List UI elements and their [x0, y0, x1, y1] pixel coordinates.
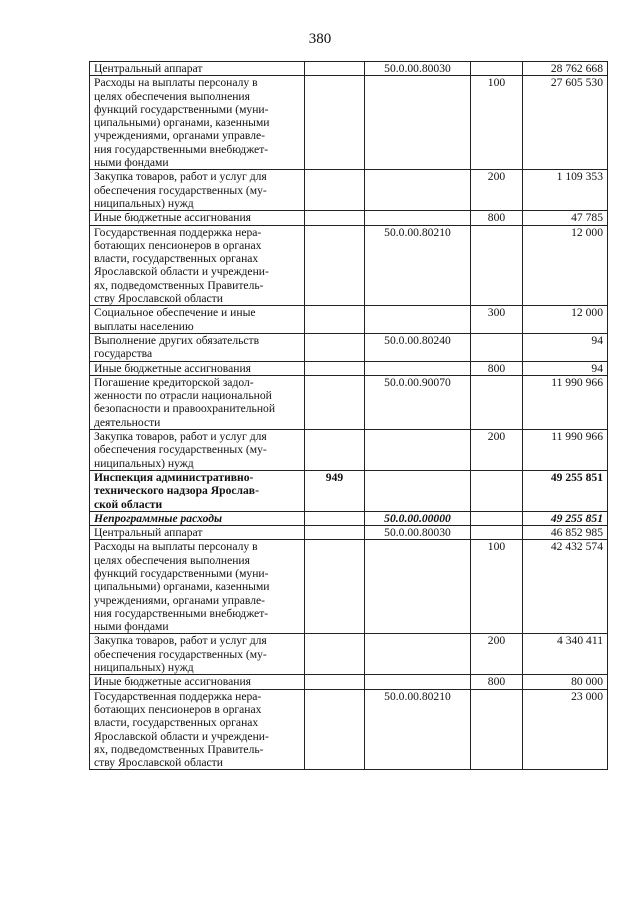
row-department-code	[305, 430, 365, 471]
table-row	[90, 634, 608, 675]
row-expense-type	[471, 225, 523, 306]
row-expense-type	[471, 675, 523, 689]
row-expense-type-text: 300	[487, 306, 506, 320]
row-department-code	[305, 375, 365, 429]
row-amount-text: 47 785	[571, 211, 603, 225]
row-department-code	[305, 306, 365, 334]
row-expense-type	[471, 430, 523, 471]
row-name-text: Иные бюджетные ассигнования	[94, 211, 251, 225]
row-amount-text: 49 255 851	[550, 511, 603, 525]
row-target-article	[365, 225, 471, 306]
row-target-article	[365, 375, 471, 429]
page-number: 380	[308, 31, 332, 47]
row-name-text: Закупка товаров, работ и услуг для обеспечения государственных (му- ниципальных) нужд	[94, 634, 267, 675]
row-amount-text: 12 000	[571, 306, 603, 320]
row-amount	[523, 76, 608, 170]
table-row	[90, 62, 608, 76]
row-expense-type	[471, 526, 523, 540]
row-target-article	[365, 689, 471, 770]
row-amount-text: 28 762 668	[550, 62, 603, 75]
row-expense-type	[471, 170, 523, 211]
row-amount	[523, 225, 608, 306]
row-amount-text: 4 340 411	[557, 634, 603, 648]
row-target-article	[365, 526, 471, 540]
row-name-text: Выполнение других обязательств государства	[94, 333, 260, 361]
row-expense-type	[471, 361, 523, 375]
row-expense-type	[471, 62, 523, 76]
row-name	[90, 689, 305, 770]
row-department-code	[305, 689, 365, 770]
row-amount	[523, 62, 608, 76]
row-target-article-text: 50.0.00.80210	[384, 689, 451, 703]
row-amount-text: 27 605 530	[550, 76, 603, 90]
table-row	[90, 170, 608, 211]
table-row	[90, 511, 608, 525]
row-target-article	[365, 675, 471, 689]
row-department-code	[305, 540, 365, 634]
row-target-article	[365, 170, 471, 211]
row-amount-text: 94	[591, 361, 603, 375]
row-name	[90, 675, 305, 689]
row-name	[90, 375, 305, 429]
row-target-article	[365, 361, 471, 375]
row-department-code	[305, 526, 365, 540]
budget-table-body	[90, 62, 608, 770]
row-target-article	[365, 430, 471, 471]
row-amount	[523, 634, 608, 675]
row-amount	[523, 675, 608, 689]
row-department-code	[305, 170, 365, 211]
row-department-code	[305, 511, 365, 525]
row-expense-type-text: 200	[487, 634, 506, 648]
row-target-article	[365, 211, 471, 225]
row-target-article-text: 50.0.00.80240	[384, 333, 451, 347]
row-name	[90, 170, 305, 211]
row-department-code	[305, 470, 365, 511]
row-name	[90, 430, 305, 471]
table-row	[90, 76, 608, 170]
row-target-article	[365, 306, 471, 334]
row-amount	[523, 526, 608, 540]
row-name	[90, 361, 305, 375]
row-expense-type-text: 800	[487, 211, 506, 225]
row-target-article	[365, 470, 471, 511]
row-department-code	[305, 333, 365, 361]
row-amount	[523, 470, 608, 511]
table-row	[90, 361, 608, 375]
row-name	[90, 540, 305, 634]
row-expense-type-text: 100	[487, 540, 506, 554]
row-name-text: Государственная поддержка нера- ботающих пенсионеров в органах власти, государственных органах Ярославской области и учреждени- ях, подведомственных Правитель- ству Ярославской области	[94, 225, 269, 306]
row-target-article-text: 50.0.00.00000	[384, 511, 451, 525]
row-target-article-text: 50.0.00.80210	[384, 225, 451, 239]
table-row	[90, 225, 608, 306]
row-expense-type-text: 800	[487, 361, 506, 375]
row-amount	[523, 333, 608, 361]
row-target-article	[365, 634, 471, 675]
row-name	[90, 470, 305, 511]
table-row	[90, 375, 608, 429]
row-department-code	[305, 62, 365, 76]
row-name-text: Погашение кредиторской задол- женности по отрасли национальной безопасности и правоохранительной деятельности	[94, 375, 276, 429]
row-amount-text: 11 990 966	[551, 375, 603, 389]
row-target-article-text: 50.0.00.80030	[384, 62, 451, 75]
row-expense-type	[471, 375, 523, 429]
row-amount-text: 1 109 353	[556, 170, 603, 184]
row-expense-type-text: 800	[487, 675, 506, 689]
row-name	[90, 76, 305, 170]
row-name-text: Центральный аппарат	[94, 62, 203, 75]
row-expense-type	[471, 689, 523, 770]
row-expense-type	[471, 211, 523, 225]
row-expense-type	[471, 511, 523, 525]
row-name	[90, 225, 305, 306]
row-name	[90, 526, 305, 540]
row-department-code	[305, 634, 365, 675]
row-amount-text: 80 000	[571, 675, 603, 689]
row-expense-type	[471, 333, 523, 361]
row-expense-type	[471, 634, 523, 675]
table-row	[90, 470, 608, 511]
row-amount	[523, 540, 608, 634]
row-amount-text: 23 000	[571, 689, 603, 703]
row-name-text: Государственная поддержка нера- ботающих пенсионеров в органах власти, государственных органах Ярославской области и учреждени- ях, подведомственных Правитель- ству Ярославской области	[94, 689, 269, 770]
row-department-code	[305, 225, 365, 306]
row-expense-type	[471, 470, 523, 511]
row-name-text: Непрограммные расходы	[94, 511, 223, 525]
row-target-article	[365, 511, 471, 525]
row-name-text: Закупка товаров, работ и услуг для обеспечения государственных (му- ниципальных) нужд	[94, 170, 267, 210]
row-amount	[523, 361, 608, 375]
row-name-text: Закупка товаров, работ и услуг для обеспечения государственных (му- ниципальных) нужд	[94, 430, 267, 470]
row-target-article	[365, 62, 471, 76]
row-amount-text: 42 432 574	[550, 540, 603, 554]
row-name	[90, 306, 305, 334]
row-amount	[523, 511, 608, 525]
table-row	[90, 689, 608, 770]
row-amount-text: 46 852 985	[550, 526, 603, 540]
row-amount-text: 94	[591, 333, 603, 347]
row-target-article-text: 50.0.00.80030	[384, 526, 451, 540]
row-name-text: Социальное обеспечение и иные выплаты населению	[94, 306, 256, 333]
row-expense-type	[471, 306, 523, 334]
row-target-article	[365, 333, 471, 361]
table-row	[90, 333, 608, 361]
row-amount-text: 49 255 851	[550, 470, 603, 484]
row-amount	[523, 430, 608, 471]
row-amount	[523, 689, 608, 770]
row-name-text: Инспекция административно- технического надзора Ярослав- ской области	[94, 470, 259, 511]
row-amount	[523, 211, 608, 225]
row-department-code	[305, 675, 365, 689]
row-name-text: Расходы на выплаты персоналу в целях обеспечения выполнения функций государственными (муни- ципальными) органами, казенными учреждениями, органами управле- ния государственными внебюджет- ными фондами	[94, 76, 270, 170]
row-amount-text: 11 990 966	[551, 430, 603, 444]
row-amount	[523, 306, 608, 334]
table-row	[90, 526, 608, 540]
row-department-code	[305, 211, 365, 225]
row-name	[90, 333, 305, 361]
row-expense-type-text: 200	[487, 430, 506, 444]
row-department-code	[305, 361, 365, 375]
table-row	[90, 430, 608, 471]
row-expense-type	[471, 540, 523, 634]
row-name-text: Центральный аппарат	[94, 526, 203, 540]
row-expense-type	[471, 76, 523, 170]
table-row	[90, 211, 608, 225]
row-department-code-text: 949	[325, 470, 344, 484]
row-name-text: Расходы на выплаты персоналу в целях обеспечения выполнения функций государственными (муни- ципальными) органами, казенными учреждениями, органами управле- ния государственными внебюджет- ными фондами	[94, 540, 270, 634]
row-target-article-text: 50.0.00.90070	[384, 375, 451, 389]
row-name-text: Иные бюджетные ассигнования	[94, 675, 251, 689]
table-row	[90, 675, 608, 689]
table-row	[90, 540, 608, 634]
row-name	[90, 511, 305, 525]
row-name-text: Иные бюджетные ассигнования	[94, 361, 251, 375]
budget-table	[89, 61, 608, 770]
row-expense-type-text: 100	[487, 76, 506, 90]
table-row	[90, 306, 608, 334]
row-amount	[523, 375, 608, 429]
row-department-code	[305, 76, 365, 170]
row-target-article	[365, 76, 471, 170]
row-amount-text: 12 000	[571, 225, 603, 239]
row-name	[90, 62, 305, 76]
row-amount	[523, 170, 608, 211]
row-target-article	[365, 540, 471, 634]
row-name	[90, 634, 305, 675]
row-expense-type-text: 200	[487, 170, 506, 184]
row-name	[90, 211, 305, 225]
